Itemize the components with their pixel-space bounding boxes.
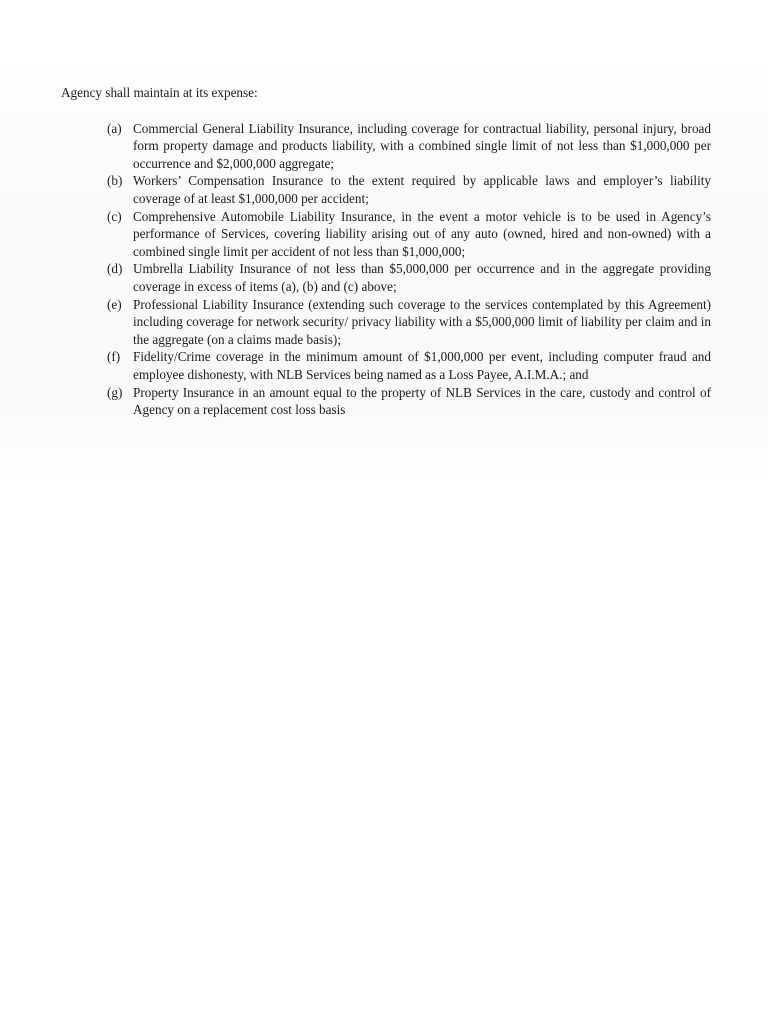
item-marker: (b) bbox=[107, 173, 123, 189]
item-text: Commercial General Liability Insurance, including coverage for contractual liability, personal injury, broad form property damage and products liability, with a combined single limit of not less than $1,000,000 per occurrence and $2,000,000 aggregate; bbox=[133, 120, 711, 171]
item-marker: (c) bbox=[107, 208, 122, 224]
item-text: Property Insurance in an amount equal to the property of NLB Services in the care, custody and control of Agency on a replacement cost loss basis bbox=[133, 384, 711, 418]
item-marker: (e) bbox=[107, 296, 122, 312]
item-marker: (a) bbox=[107, 120, 122, 136]
list-item bbox=[107, 296, 711, 349]
item-marker: (f) bbox=[107, 349, 121, 365]
item-marker: (d) bbox=[107, 261, 123, 277]
list-item bbox=[107, 172, 711, 207]
list-item bbox=[107, 260, 711, 295]
list-item bbox=[107, 384, 711, 419]
item-text: Workers’ Compensation Insurance to the extent required by applicable laws and employer’s liability coverage of at least $1,000,000 per accident; bbox=[133, 173, 711, 206]
list-item bbox=[107, 120, 711, 173]
item-text: Comprehensive Automobile Liability Insurance, in the event a motor vehicle is to be used in Agency’s performance of Services, covering liability arising out of any auto (owned, hired and non-owned) with a combined single limit per accident of not less than $1,000,000; bbox=[133, 208, 711, 259]
item-text: Professional Liability Insurance (extending such coverage to the services contemplated by this Agreement) including coverage for network security/ privacy liability with a $5,000,000 limit of liability per claim and in the aggregate (on a claims made basis); bbox=[133, 296, 711, 347]
list-item bbox=[107, 348, 711, 383]
item-text: Fidelity/Crime coverage in the minimum amount of $1,000,000 per event, including computer fraud and employee dishonesty, with NLB Services being named as a Loss Payee, A.I.M.A.; and bbox=[133, 349, 711, 382]
clause-intro: Agency shall maintain at its expense: bbox=[61, 85, 258, 100]
item-marker: (g) bbox=[107, 384, 123, 400]
list-item bbox=[107, 208, 711, 261]
insurance-clause bbox=[61, 84, 711, 419]
insurance-list bbox=[61, 120, 711, 419]
item-text: Umbrella Liability Insurance of not less than $5,000,000 per occurrence and in the aggregate providing coverage in excess of items (a), (b) and (c) above; bbox=[133, 261, 711, 294]
